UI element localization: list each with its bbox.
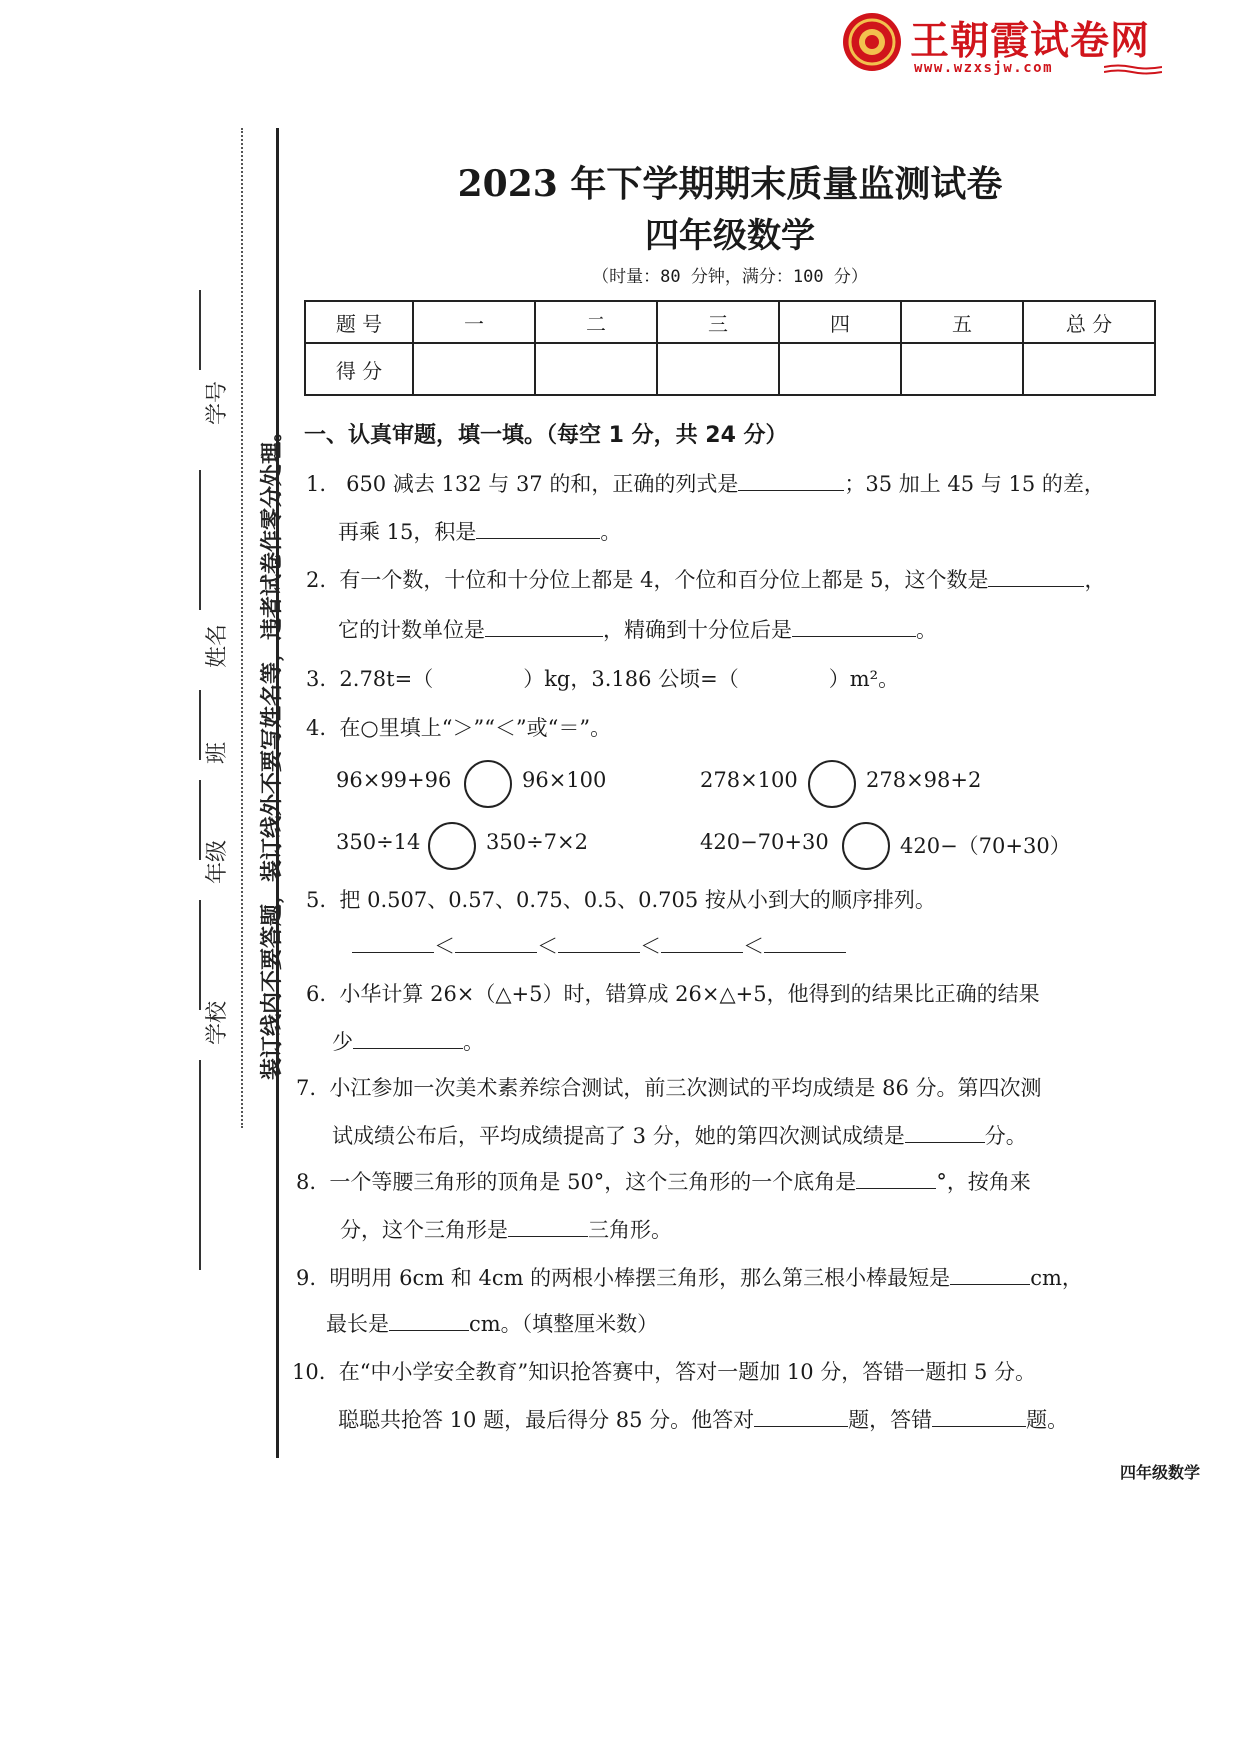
section-heading: 一、认真审题，填一填。（每空 1 分，共 24 分）: [304, 423, 788, 448]
site-logo: [842, 10, 1162, 78]
answer-blank[interactable]: [661, 932, 743, 953]
answer-blank[interactable]: [738, 470, 844, 491]
compare-left-4: 420−70+30: [700, 830, 829, 854]
compare-right-3: 350÷7×2: [486, 830, 588, 854]
logo-url[interactable]: www.wzxsjw.com: [914, 60, 1054, 76]
score-cell[interactable]: [779, 343, 901, 395]
compare-circle[interactable]: [464, 760, 512, 808]
order-answer: ＜ ＜ ＜ ＜: [352, 930, 846, 960]
score-cell[interactable]: [657, 343, 779, 395]
answer-blank[interactable]: [352, 932, 434, 953]
question-6-cont: 少 。: [332, 1030, 484, 1054]
answer-blank[interactable]: [485, 616, 603, 637]
col-2: 二: [535, 301, 657, 343]
name-line: [199, 470, 201, 610]
answer-blank[interactable]: [455, 932, 537, 953]
answer-blank[interactable]: [389, 1310, 469, 1331]
answer-blank[interactable]: [856, 1168, 936, 1189]
question-9-cont: 最长是 cm。（填整厘米数）: [326, 1312, 659, 1336]
field-name: 姓名: [205, 623, 230, 668]
logo-brand: 王朝霞试卷网: [910, 19, 1151, 64]
exam-meta: （时量：80 分钟，满分：100 分）: [592, 267, 868, 287]
answer-blank[interactable]: [950, 1264, 1030, 1285]
score-cell[interactable]: [535, 343, 657, 395]
student-id-line: [199, 290, 201, 370]
question-1: 1. 650 减去 132 与 37 的和，正确的列式是 ；35 加上 45 与 15 的差，: [306, 472, 1105, 496]
answer-blank[interactable]: [988, 566, 1084, 587]
col-total: 总 分: [1023, 301, 1155, 343]
answer-blank[interactable]: [754, 1406, 848, 1427]
answer-blank[interactable]: [476, 518, 600, 539]
col-1: 一: [413, 301, 535, 343]
compare-left-2: 278×100: [700, 768, 798, 792]
question-3: 3. 2.78t=（ ）kg，3.186 公顷=（ ）m²。: [306, 667, 900, 691]
wave-decoration-icon: [1104, 64, 1162, 76]
compare-right-1: 96×100: [522, 768, 607, 792]
answer-blank[interactable]: [353, 1028, 463, 1049]
compare-left-3: 350÷14: [336, 830, 421, 854]
question-7: 7. 小江参加一次美术素养综合测试，前三次测试的平均成绩是 86 分。第四次测: [296, 1076, 1042, 1100]
field-student-id: 学号: [205, 380, 230, 425]
question-6: 6. 小华计算 26×（△+5）时，错算成 26×△+5，他得到的结果比正确的结果: [306, 982, 1040, 1006]
exam-subject: 四年级数学: [645, 216, 815, 256]
answer-blank[interactable]: [508, 1216, 588, 1237]
answer-blank[interactable]: [764, 932, 846, 953]
question-4: 4. 在○里填上“＞”“＜”或“＝”。: [306, 716, 612, 740]
compare-circle[interactable]: [428, 822, 476, 870]
row-label-number: 题 号: [305, 301, 413, 343]
compare-circle[interactable]: [808, 760, 856, 808]
exam-title: 2023 年下学期期末质量监测试卷: [457, 163, 1003, 205]
score-cell[interactable]: [1023, 343, 1155, 395]
score-cell[interactable]: [413, 343, 535, 395]
question-2-cont: 它的计数单位是 ，精确到十分位后是 。: [338, 618, 937, 642]
binding-notice: 装订线内不要答题，装订线外不要写姓名等，违者试卷作零分处理。: [260, 419, 285, 1080]
page-footer: 四年级数学: [1120, 1463, 1201, 1482]
question-2: 2. 有一个数，十位和十分位上都是 4，个位和百分位上都是 5，这个数是 ，: [306, 568, 1106, 592]
question-10-cont: 聪聪共抢答 10 题，最后得分 85 分。他答对 题，答错 题。: [338, 1408, 1069, 1432]
compare-right-4: 420−（70+30）: [900, 834, 1071, 858]
row-label-score: 得 分: [305, 343, 413, 395]
question-1-cont: 再乘 15，积是 。: [338, 520, 622, 544]
school-line: [199, 900, 201, 1010]
score-table: [304, 300, 1156, 396]
question-8: 8. 一个等腰三角形的顶角是 50°，这个三角形的一个底角是 °，按角来: [296, 1170, 1031, 1194]
question-10: 10. 在“中小学安全教育”知识抢答赛中，答对一题加 10 分，答错一题扣 5 分。: [292, 1360, 1037, 1384]
col-4: 四: [779, 301, 901, 343]
answer-blank[interactable]: [905, 1122, 985, 1143]
field-class: 班: [205, 741, 230, 764]
question-7-cont: 试成绩公布后，平均成绩提高了 3 分，她的第四次测试成绩是 分。: [332, 1124, 1027, 1148]
compare-right-2: 278×98+2: [866, 768, 982, 792]
col-5: 五: [901, 301, 1023, 343]
answer-blank[interactable]: [792, 616, 916, 637]
question-5: 5. 把 0.507、0.57、0.75、0.5、0.705 按从小到大的顺序排列。: [306, 888, 936, 912]
question-9: 9. 明明用 6cm 和 4cm 的两根小棒摆三角形，那么第三根小棒最短是 cm，: [296, 1266, 1083, 1290]
seal-icon: [842, 12, 902, 72]
answer-blank[interactable]: [932, 1406, 1026, 1427]
answer-blank[interactable]: [558, 932, 640, 953]
col-3: 三: [657, 301, 779, 343]
binding-dotted-line: [241, 128, 244, 1128]
score-cell[interactable]: [901, 343, 1023, 395]
field-school: 学校: [205, 1000, 230, 1045]
school-name-line: [199, 1060, 201, 1270]
compare-circle[interactable]: [842, 822, 890, 870]
field-grade: 年级: [205, 839, 230, 884]
question-8-cont: 分，这个三角形是 三角形。: [340, 1218, 672, 1242]
compare-left-1: 96×99+96: [336, 768, 452, 792]
